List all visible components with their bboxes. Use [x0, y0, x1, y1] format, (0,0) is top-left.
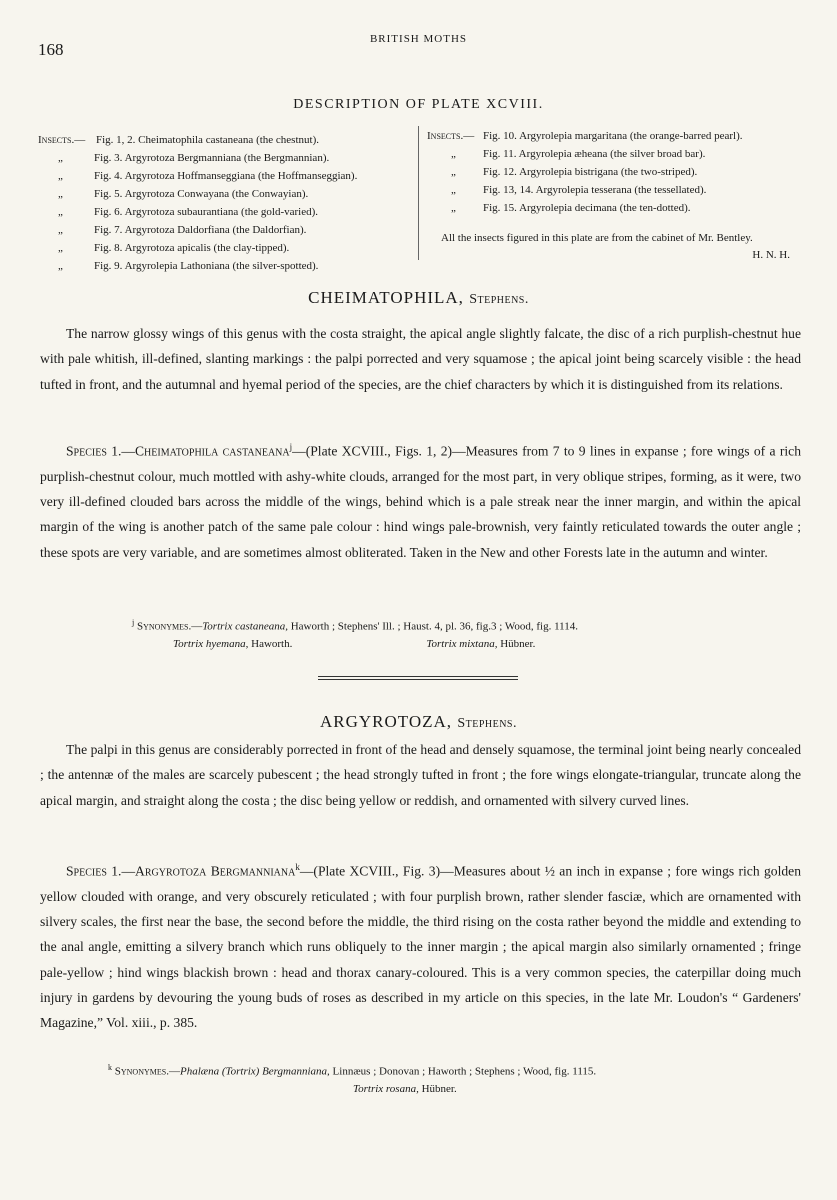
genus-heading: CHEIMATOPHILA, Stephens. — [308, 288, 529, 307]
plate-list-item: „ Fig. 15. Argyrolepia decimana (the ten-dotted). — [451, 202, 691, 214]
section-divider — [318, 676, 518, 680]
plate-title: DESCRIPTION OF PLATE XCVIII. — [293, 97, 544, 112]
plate-list-item: „ Fig. 6. Argyrotoza subaurantiana (the gold-varied). — [58, 206, 319, 218]
species-label: Species 1.—Cheimatophila castaneana — [66, 443, 290, 459]
synonyms: $^j$ Synonymes.—Tortrix castaneana, Haworth ; Stephens' Ill. ; Haust. 4, pl. 36, fig.3 ; Wood, fig. 1114. Tortrix hyemana, Haworth. Tortrix mixtana, Hübner. — [132, 618, 578, 650]
plate-list-item: „ Fig. 12. Argyrolepia bistrigana (the two-striped). — [451, 166, 698, 178]
plate-note: All the insects figured in this plate are from the cabinet of Mr. Bentley. H. N. H. — [427, 230, 804, 247]
plate-list-item: „ Fig. 5. Argyrotoza Conwayana (the Conwayian). — [58, 188, 309, 200]
plate-list-item: „ Fig. 3. Argyrotoza Bergmanniana (the Bergmannian). — [58, 152, 330, 164]
plate-list-item: „ Fig. 11. Argyrolepia æheana (the silver broad bar). — [451, 148, 706, 160]
species-description: Species 1.—Cheimatophila castaneana$^j$—(Plate XCVIII., Figs. 1, 2)—Measures from 7 to 9 lines in expanse ; fore wings of a rich purplish-chestnut colour, much mottled with ashy-white clouds, arranged for the most part, in very oblique stripes, forming, as it were, two very ill-defined clouded bars across the middle of the wings, behind which is a pale streak near the inner margin, and within the apical margin of the wing is another patch of the same pale colour : hind wings pale-brownish, very faintly reticulated towards the outer angle ; these spots are very variable, and are sometimes almost obliterated. Taken in the New and other Forests late in the autumn and winter. — [40, 442, 801, 560]
plate-list-item: „ Fig. 13, 14. Argyrolepia tesserana (the tessellated). — [451, 184, 707, 196]
plate-list-item: Insects.— Fig. 10. Argyrolepia margaritana (the orange-barred pearl). — [427, 130, 743, 142]
plate-list-item: „ Fig. 4. Argyrotoza Hoffmanseggiana (the Hoffmanseggian). — [58, 170, 358, 182]
plate-list-left — [38, 131, 414, 275]
genus-heading: ARGYROTOZA, Stephens. — [320, 712, 517, 731]
species-label: Species 1.—Argyrotoza Bergmanniana — [66, 863, 296, 879]
species-description: Species 1.—Argyrotoza Bergmanniana$^k$—(Plate XCVIII., Fig. 3)—Measures about ½ an inch in expanse ; fore wings rich golden yellow clouded with orange, and very obscurely reticulated ; with four purplish brown, rather slender fasciæ, which are ornamented with silvery scales, the first near the base, the second before the middle, the third rising on the costa rather beyond the middle and extending to the anal angle, emitting a silvery branch which runs obliquely to the inner margin ; the apical margin also similarly ornamented ; fringe pale-yellow ; hind wings blackish brown : head and thorax canary-coloured. This is a very common species, the caterpillar doing much injury in gardens by devouring the young buds of roses as described in my article on this species, in the late Mr. Loudon's “ Gardeners' Magazine,” Vol. xiii., p. 385. — [40, 862, 801, 1031]
plate-list-item: „ Fig. 9. Argyrolepia Lathoniana (the silver-spotted). — [58, 260, 319, 272]
plate-list-item: Insects.— Fig. 1, 2. Cheimatophila castaneana (the chestnut). — [38, 134, 319, 146]
column-divider — [418, 126, 419, 260]
running-head: BRITISH MOTHS — [369, 33, 468, 45]
plate-list-item: „ Fig. 8. Argyrotoza apicalis (the clay-tipped). — [58, 242, 290, 254]
plate-list-item: „ Fig. 7. Argyrotoza Daldorfiana (the Daldorfian). — [58, 224, 307, 236]
genus-description: The narrow glossy wings of this genus with the costa straight, the apical angle slightly falcate, the disc of a rich purplish-chestnut hue with pale whitish, ill-defined, slanting markings : the palpi porrected and very squamose ; the apical joint being scarcely visible : the head tufted in front, and the autumnal and hyemal period of the species, are the chief characters by which it is distinguished from its relations. — [40, 326, 801, 392]
page-number: 168 — [38, 40, 64, 59]
synonyms: $^k$ Synonymes.—Phalæna (Tortrix) Bergmanniana, Linnæus ; Donovan ; Haworth ; Stephens ; Wood, fig. 1115. Tortrix rosana, Hübner. — [108, 1063, 597, 1095]
plate-list-right — [427, 127, 807, 217]
signature: H. N. H. — [752, 249, 790, 261]
genus-description: The palpi in this genus are considerably porrected in front of the head and densely squamose, the terminal joint being nearly concealed ; the antennæ of the males are scarcely pubescent ; the head strongly tufted in front ; the fore wings elongate-triangular, truncate along the apical margin, and straight along the costa ; the disc being yellow or reddish, and ornamented with silvery curved lines. — [40, 742, 801, 808]
